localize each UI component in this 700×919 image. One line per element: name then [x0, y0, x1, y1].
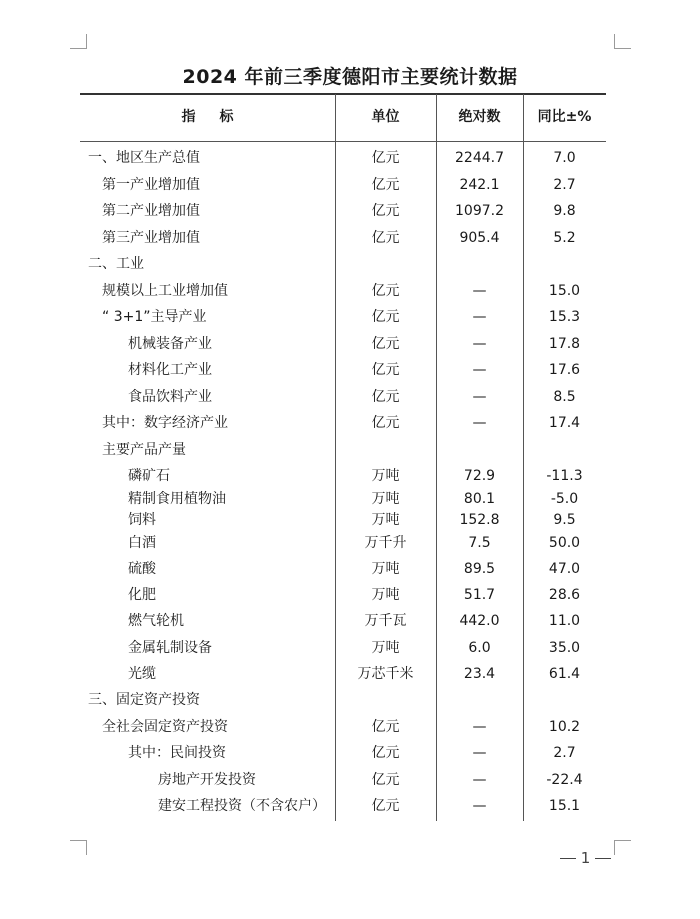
row-indicator: 白酒 [128, 535, 156, 551]
row-unit: 万吨 [371, 491, 400, 507]
row-yoy: 9.5 [553, 512, 576, 528]
crop-mark-bottom-right [614, 840, 631, 855]
row-indicator: 房地产开发投资 [158, 772, 256, 788]
row-unit: 万千瓦 [364, 613, 407, 629]
row-unit: 亿元 [371, 150, 400, 166]
row-absolute: 242.1 [459, 177, 500, 193]
table-row [80, 636, 606, 660]
row-absolute: 23.4 [463, 666, 496, 682]
row-indicator: 食品饮料产业 [128, 389, 212, 405]
row-absolute [436, 438, 523, 462]
row-indicator: 材料化工产业 [128, 362, 212, 378]
row-unit: 亿元 [371, 336, 400, 352]
row-yoy [523, 438, 606, 462]
table-row [80, 332, 606, 356]
row-indicator: 全社会固定资产投资 [102, 719, 228, 735]
row-absolute: 152.8 [459, 512, 500, 528]
row-absolute: — [472, 415, 487, 431]
row-indicator: 第一产业增加值 [102, 177, 200, 193]
row-unit: 万吨 [371, 561, 400, 577]
row-unit: 万吨 [371, 587, 400, 603]
row-yoy: 47.0 [548, 561, 581, 577]
table-row [80, 199, 606, 223]
table-row [80, 741, 606, 765]
row-yoy: 11.0 [548, 613, 581, 629]
header-indicator: 指标 [181, 109, 258, 125]
row-unit: 亿元 [371, 389, 400, 405]
row-indicator: 其中：数字经济产业 [102, 415, 228, 431]
crop-mark-top-left [70, 34, 87, 49]
row-unit: 亿元 [371, 309, 400, 325]
table-row [80, 226, 606, 250]
row-indicator: 磷矿石 [128, 468, 170, 484]
row-yoy: 61.4 [548, 666, 581, 682]
table-row [80, 411, 606, 435]
page-number-dash [595, 858, 611, 859]
row-unit: 亿元 [371, 230, 400, 246]
row-yoy: 2.7 [553, 745, 576, 761]
table-row [80, 252, 606, 276]
row-yoy: 50.0 [548, 535, 581, 551]
row-unit: 亿元 [371, 745, 400, 761]
row-absolute: — [472, 798, 487, 814]
table-row [80, 305, 606, 329]
row-absolute: 7.5 [468, 535, 491, 551]
row-unit: 亿元 [371, 283, 400, 299]
row-unit [335, 438, 436, 462]
row-indicator: 金属轧制设备 [128, 640, 212, 656]
row-indicator: 第三产业增加值 [102, 230, 200, 246]
row-unit: 亿元 [371, 719, 400, 735]
row-yoy: 35.0 [548, 640, 581, 656]
row-absolute: — [472, 336, 487, 352]
row-absolute: 905.4 [459, 230, 500, 246]
row-absolute: 80.1 [463, 491, 496, 507]
row-indicator: 一、地区生产总值 [88, 150, 200, 166]
row-unit [335, 688, 436, 712]
row-absolute: 89.5 [463, 561, 496, 577]
row-indicator: 规模以上工业增加值 [102, 283, 228, 299]
row-absolute: 6.0 [468, 640, 491, 656]
row-unit: 亿元 [371, 415, 400, 431]
row-unit: 亿元 [371, 772, 400, 788]
row-indicator: 化肥 [128, 587, 156, 603]
row-absolute: — [472, 309, 487, 325]
row-yoy: 15.3 [548, 309, 581, 325]
table-row [80, 279, 606, 303]
table-row [80, 146, 606, 170]
table-row [80, 794, 606, 818]
row-indicator: 饲料 [128, 512, 156, 528]
table-row [80, 508, 606, 532]
crop-mark-top-right [614, 34, 631, 49]
row-yoy: -5.0 [550, 491, 579, 507]
row-unit: 亿元 [371, 362, 400, 378]
row-indicator: “ 3+1”主导产业 [102, 309, 207, 325]
table-row [80, 688, 606, 712]
row-yoy: 7.0 [553, 150, 576, 166]
row-yoy: 17.6 [548, 362, 581, 378]
row-yoy: 9.8 [553, 203, 576, 219]
row-yoy: -11.3 [546, 468, 583, 484]
row-yoy: -22.4 [546, 772, 583, 788]
header-yoy: 同比±% [537, 109, 592, 125]
row-absolute: — [472, 283, 487, 299]
row-unit [335, 252, 436, 276]
row-absolute: — [472, 745, 487, 761]
table-row [80, 173, 606, 197]
crop-mark-bottom-left [70, 840, 87, 855]
row-absolute: — [472, 772, 487, 788]
row-yoy: 28.6 [548, 587, 581, 603]
row-indicator: 燃气轮机 [128, 613, 184, 629]
row-unit: 亿元 [371, 798, 400, 814]
row-indicator: 其中：民间投资 [128, 745, 226, 761]
row-yoy: 2.7 [553, 177, 576, 193]
row-absolute: — [472, 719, 487, 735]
page-number [560, 849, 611, 867]
row-unit: 万吨 [371, 640, 400, 656]
table-row [80, 385, 606, 409]
page-number-dash [560, 858, 576, 859]
table-row [80, 531, 606, 555]
table-row [80, 464, 606, 488]
row-indicator: 光缆 [128, 666, 156, 682]
row-absolute [436, 252, 523, 276]
row-indicator: 硫酸 [128, 561, 156, 577]
table-row [80, 715, 606, 739]
row-indicator: 精制食用植物油 [128, 491, 226, 507]
row-indicator: 机械装备产业 [128, 336, 212, 352]
row-unit: 亿元 [371, 177, 400, 193]
header-unit: 单位 [371, 109, 400, 125]
row-unit: 亿元 [371, 203, 400, 219]
table-row [80, 557, 606, 581]
row-yoy: 17.8 [548, 336, 581, 352]
row-unit: 万千升 [364, 535, 407, 551]
row-indicator: 建安工程投资（不含农户） [158, 798, 326, 814]
row-unit: 万芯千米 [357, 666, 414, 682]
row-yoy: 15.1 [548, 798, 581, 814]
row-yoy [523, 688, 606, 712]
row-absolute: 442.0 [459, 613, 500, 629]
row-absolute: 1097.2 [455, 203, 504, 219]
row-indicator: 主要产品产量 [102, 442, 186, 458]
table-row [80, 662, 606, 686]
row-yoy: 8.5 [553, 389, 576, 405]
row-indicator: 第二产业增加值 [102, 203, 200, 219]
row-indicator: 二、工业 [88, 256, 144, 272]
table-row [80, 358, 606, 382]
row-yoy [523, 252, 606, 276]
table-row [80, 768, 606, 792]
table-header [80, 94, 606, 141]
row-absolute: 72.9 [463, 468, 496, 484]
row-yoy: 5.2 [553, 230, 576, 246]
row-absolute: — [472, 362, 487, 378]
row-absolute: 51.7 [463, 587, 496, 603]
header-absolute: 绝对数 [458, 109, 501, 125]
table-row [80, 609, 606, 633]
row-indicator: 三、固定资产投资 [88, 692, 200, 708]
row-yoy: 15.0 [548, 283, 581, 299]
table-row [80, 583, 606, 607]
row-absolute [436, 688, 523, 712]
page-number-value: 1 [580, 849, 591, 867]
page-title: 2024 年前三季度德阳市主要统计数据 [182, 66, 518, 88]
row-yoy: 17.4 [548, 415, 581, 431]
table-row [80, 438, 606, 462]
row-unit: 万吨 [371, 512, 400, 528]
row-unit: 万吨 [371, 468, 400, 484]
row-absolute: 2244.7 [455, 150, 504, 166]
table-header-rule [80, 141, 606, 142]
row-yoy: 10.2 [548, 719, 581, 735]
row-absolute: — [472, 389, 487, 405]
